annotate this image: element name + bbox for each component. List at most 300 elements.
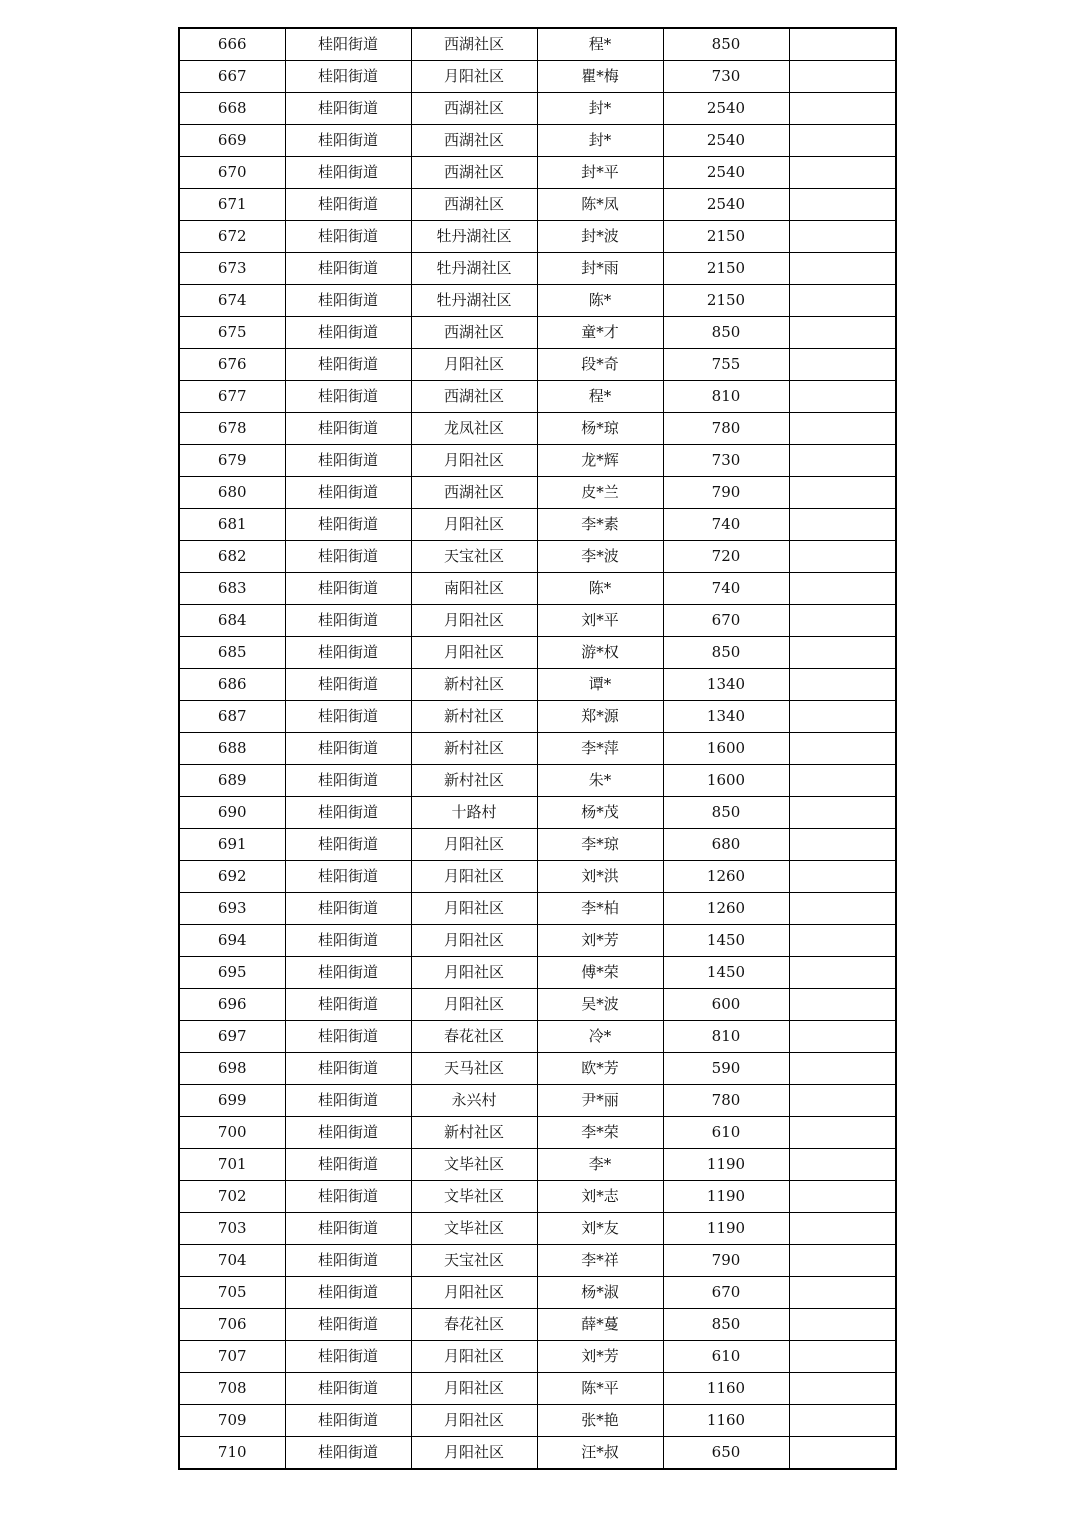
row-number-cell: 674 xyxy=(179,285,285,317)
amount-cell: 2150 xyxy=(663,285,789,317)
table-row xyxy=(179,1341,896,1373)
name-cell: 刘*友 xyxy=(537,1213,663,1245)
row-number-cell: 671 xyxy=(179,189,285,221)
remark-cell xyxy=(789,317,896,349)
table-row xyxy=(179,1277,896,1309)
table-row xyxy=(179,1373,896,1405)
remark-cell xyxy=(789,893,896,925)
name-cell: 李*荣 xyxy=(537,1117,663,1149)
remark-cell xyxy=(789,1309,896,1341)
remark-cell xyxy=(789,797,896,829)
remark-cell xyxy=(789,861,896,893)
community-cell: 月阳社区 xyxy=(411,1373,537,1405)
table-row xyxy=(179,317,896,349)
name-cell: 李*祥 xyxy=(537,1245,663,1277)
row-number-cell: 675 xyxy=(179,317,285,349)
table-row xyxy=(179,413,896,445)
community-cell: 月阳社区 xyxy=(411,509,537,541)
amount-cell: 740 xyxy=(663,573,789,605)
subdistrict-cell: 桂阳街道 xyxy=(285,1021,411,1053)
row-number-cell: 701 xyxy=(179,1149,285,1181)
table-row xyxy=(179,221,896,253)
row-number-cell: 705 xyxy=(179,1277,285,1309)
name-cell: 刘*平 xyxy=(537,605,663,637)
table-row xyxy=(179,893,896,925)
subdistrict-cell: 桂阳街道 xyxy=(285,893,411,925)
remark-cell xyxy=(789,1437,896,1470)
name-cell: 李*素 xyxy=(537,509,663,541)
community-cell: 月阳社区 xyxy=(411,1341,537,1373)
remark-cell xyxy=(789,957,896,989)
remark-cell xyxy=(789,701,896,733)
row-number-cell: 688 xyxy=(179,733,285,765)
table-row xyxy=(179,1405,896,1437)
row-number-cell: 666 xyxy=(179,28,285,61)
row-number-cell: 691 xyxy=(179,829,285,861)
subdistrict-cell: 桂阳街道 xyxy=(285,93,411,125)
row-number-cell: 684 xyxy=(179,605,285,637)
amount-cell: 780 xyxy=(663,1085,789,1117)
community-cell: 月阳社区 xyxy=(411,61,537,93)
table-row xyxy=(179,861,896,893)
amount-cell: 1260 xyxy=(663,861,789,893)
subdistrict-cell: 桂阳街道 xyxy=(285,61,411,93)
remark-cell xyxy=(789,573,896,605)
table-row xyxy=(179,253,896,285)
table-row xyxy=(179,637,896,669)
community-cell: 月阳社区 xyxy=(411,349,537,381)
row-number-cell: 702 xyxy=(179,1181,285,1213)
row-number-cell: 668 xyxy=(179,93,285,125)
community-cell: 新村社区 xyxy=(411,669,537,701)
subdistrict-cell: 桂阳街道 xyxy=(285,253,411,285)
row-number-cell: 710 xyxy=(179,1437,285,1470)
table-row xyxy=(179,1437,896,1470)
row-number-cell: 707 xyxy=(179,1341,285,1373)
row-number-cell: 696 xyxy=(179,989,285,1021)
subdistrict-cell: 桂阳街道 xyxy=(285,349,411,381)
name-cell: 陈* xyxy=(537,573,663,605)
name-cell: 薛*蔓 xyxy=(537,1309,663,1341)
name-cell: 李*波 xyxy=(537,541,663,573)
name-cell: 杨*淑 xyxy=(537,1277,663,1309)
table-row xyxy=(179,1213,896,1245)
remark-cell xyxy=(789,1021,896,1053)
community-cell: 新村社区 xyxy=(411,765,537,797)
subdistrict-cell: 桂阳街道 xyxy=(285,1309,411,1341)
row-number-cell: 703 xyxy=(179,1213,285,1245)
community-cell: 牡丹湖社区 xyxy=(411,221,537,253)
remark-cell xyxy=(789,189,896,221)
community-cell: 天宝社区 xyxy=(411,1245,537,1277)
remark-cell xyxy=(789,61,896,93)
name-cell: 童*才 xyxy=(537,317,663,349)
remark-cell xyxy=(789,1181,896,1213)
remark-cell xyxy=(789,733,896,765)
name-cell: 龙*辉 xyxy=(537,445,663,477)
remark-cell xyxy=(789,925,896,957)
subdistrict-cell: 桂阳街道 xyxy=(285,1341,411,1373)
name-cell: 封*波 xyxy=(537,221,663,253)
remark-cell xyxy=(789,1117,896,1149)
table-row xyxy=(179,28,896,61)
name-cell: 游*权 xyxy=(537,637,663,669)
subdistrict-cell: 桂阳街道 xyxy=(285,1053,411,1085)
community-cell: 牡丹湖社区 xyxy=(411,253,537,285)
subdistrict-cell: 桂阳街道 xyxy=(285,285,411,317)
community-cell: 文毕社区 xyxy=(411,1149,537,1181)
table-body xyxy=(179,28,896,1469)
name-cell: 封* xyxy=(537,125,663,157)
community-cell: 西湖社区 xyxy=(411,477,537,509)
name-cell: 封*雨 xyxy=(537,253,663,285)
amount-cell: 755 xyxy=(663,349,789,381)
remark-cell xyxy=(789,637,896,669)
amount-cell: 1340 xyxy=(663,701,789,733)
row-number-cell: 708 xyxy=(179,1373,285,1405)
amount-cell: 810 xyxy=(663,381,789,413)
subdistrict-cell: 桂阳街道 xyxy=(285,189,411,221)
amount-cell: 1600 xyxy=(663,733,789,765)
remark-cell xyxy=(789,1341,896,1373)
community-cell: 月阳社区 xyxy=(411,637,537,669)
subdistrict-cell: 桂阳街道 xyxy=(285,637,411,669)
remark-cell xyxy=(789,989,896,1021)
table-row xyxy=(179,1021,896,1053)
amount-cell: 790 xyxy=(663,1245,789,1277)
amount-cell: 1190 xyxy=(663,1181,789,1213)
name-cell: 张*艳 xyxy=(537,1405,663,1437)
subdistrict-cell: 桂阳街道 xyxy=(285,1245,411,1277)
community-cell: 新村社区 xyxy=(411,701,537,733)
row-number-cell: 706 xyxy=(179,1309,285,1341)
community-cell: 月阳社区 xyxy=(411,957,537,989)
subdistrict-cell: 桂阳街道 xyxy=(285,829,411,861)
name-cell: 李*琼 xyxy=(537,829,663,861)
table-row xyxy=(179,605,896,637)
community-cell: 西湖社区 xyxy=(411,189,537,221)
subdistrict-cell: 桂阳街道 xyxy=(285,605,411,637)
name-cell: 欧*芳 xyxy=(537,1053,663,1085)
name-cell: 陈*平 xyxy=(537,1373,663,1405)
subdistrict-cell: 桂阳街道 xyxy=(285,1181,411,1213)
remark-cell xyxy=(789,93,896,125)
amount-cell: 810 xyxy=(663,1021,789,1053)
amount-cell: 610 xyxy=(663,1341,789,1373)
community-cell: 月阳社区 xyxy=(411,989,537,1021)
community-cell: 西湖社区 xyxy=(411,381,537,413)
subdistrict-cell: 桂阳街道 xyxy=(285,765,411,797)
subdistrict-cell: 桂阳街道 xyxy=(285,381,411,413)
subdistrict-cell: 桂阳街道 xyxy=(285,221,411,253)
remark-cell xyxy=(789,1213,896,1245)
community-cell: 西湖社区 xyxy=(411,157,537,189)
community-cell: 西湖社区 xyxy=(411,93,537,125)
community-cell: 新村社区 xyxy=(411,1117,537,1149)
name-cell: 陈*凤 xyxy=(537,189,663,221)
remark-cell xyxy=(789,221,896,253)
remark-cell xyxy=(789,285,896,317)
community-cell: 春花社区 xyxy=(411,1021,537,1053)
table-row xyxy=(179,573,896,605)
community-cell: 西湖社区 xyxy=(411,125,537,157)
amount-cell: 1160 xyxy=(663,1405,789,1437)
table-row xyxy=(179,701,896,733)
subdistrict-cell: 桂阳街道 xyxy=(285,509,411,541)
row-number-cell: 693 xyxy=(179,893,285,925)
community-cell: 十路村 xyxy=(411,797,537,829)
name-cell: 李*萍 xyxy=(537,733,663,765)
community-cell: 龙凤社区 xyxy=(411,413,537,445)
table-row xyxy=(179,125,896,157)
remark-cell xyxy=(789,1277,896,1309)
row-number-cell: 690 xyxy=(179,797,285,829)
row-number-cell: 700 xyxy=(179,1117,285,1149)
table-row xyxy=(179,1245,896,1277)
community-cell: 月阳社区 xyxy=(411,1437,537,1470)
row-number-cell: 689 xyxy=(179,765,285,797)
amount-cell: 1160 xyxy=(663,1373,789,1405)
row-number-cell: 699 xyxy=(179,1085,285,1117)
table-row xyxy=(179,381,896,413)
amount-cell: 2540 xyxy=(663,157,789,189)
subdistrict-cell: 桂阳街道 xyxy=(285,701,411,733)
community-cell: 天宝社区 xyxy=(411,541,537,573)
amount-cell: 850 xyxy=(663,637,789,669)
amount-cell: 610 xyxy=(663,1117,789,1149)
remark-cell xyxy=(789,765,896,797)
table-row xyxy=(179,285,896,317)
remark-cell xyxy=(789,477,896,509)
community-cell: 月阳社区 xyxy=(411,925,537,957)
row-number-cell: 685 xyxy=(179,637,285,669)
amount-cell: 650 xyxy=(663,1437,789,1470)
subdistrict-cell: 桂阳街道 xyxy=(285,1117,411,1149)
row-number-cell: 704 xyxy=(179,1245,285,1277)
remark-cell xyxy=(789,1373,896,1405)
subdistrict-cell: 桂阳街道 xyxy=(285,317,411,349)
row-number-cell: 695 xyxy=(179,957,285,989)
remark-cell xyxy=(789,1405,896,1437)
name-cell: 段*奇 xyxy=(537,349,663,381)
name-cell: 李*柏 xyxy=(537,893,663,925)
amount-cell: 850 xyxy=(663,797,789,829)
amount-cell: 2150 xyxy=(663,253,789,285)
subdistrict-cell: 桂阳街道 xyxy=(285,669,411,701)
subdistrict-cell: 桂阳街道 xyxy=(285,573,411,605)
table-row xyxy=(179,733,896,765)
amount-cell: 1600 xyxy=(663,765,789,797)
row-number-cell: 677 xyxy=(179,381,285,413)
name-cell: 尹*丽 xyxy=(537,1085,663,1117)
name-cell: 封*平 xyxy=(537,157,663,189)
community-cell: 西湖社区 xyxy=(411,317,537,349)
remark-cell xyxy=(789,605,896,637)
community-cell: 牡丹湖社区 xyxy=(411,285,537,317)
amount-cell: 1450 xyxy=(663,957,789,989)
amount-cell: 730 xyxy=(663,61,789,93)
community-cell: 永兴村 xyxy=(411,1085,537,1117)
table-row xyxy=(179,1149,896,1181)
row-number-cell: 670 xyxy=(179,157,285,189)
community-cell: 月阳社区 xyxy=(411,605,537,637)
row-number-cell: 683 xyxy=(179,573,285,605)
remark-cell xyxy=(789,445,896,477)
table-row xyxy=(179,1117,896,1149)
subdistrict-cell: 桂阳街道 xyxy=(285,733,411,765)
table-row xyxy=(179,509,896,541)
name-cell: 李* xyxy=(537,1149,663,1181)
amount-cell: 1260 xyxy=(663,893,789,925)
remark-cell xyxy=(789,541,896,573)
amount-cell: 850 xyxy=(663,1309,789,1341)
subdistrict-cell: 桂阳街道 xyxy=(285,925,411,957)
community-cell: 春花社区 xyxy=(411,1309,537,1341)
name-cell: 陈* xyxy=(537,285,663,317)
table-row xyxy=(179,349,896,381)
subdistrict-cell: 桂阳街道 xyxy=(285,1213,411,1245)
table-row xyxy=(179,669,896,701)
community-cell: 文毕社区 xyxy=(411,1181,537,1213)
subdistrict-cell: 桂阳街道 xyxy=(285,861,411,893)
name-cell: 皮*兰 xyxy=(537,477,663,509)
table-row xyxy=(179,189,896,221)
subdistrict-cell: 桂阳街道 xyxy=(285,125,411,157)
community-cell: 月阳社区 xyxy=(411,1277,537,1309)
row-number-cell: 672 xyxy=(179,221,285,253)
name-cell: 谭* xyxy=(537,669,663,701)
name-cell: 汪*叔 xyxy=(537,1437,663,1470)
subdistrict-cell: 桂阳街道 xyxy=(285,957,411,989)
name-cell: 封* xyxy=(537,93,663,125)
amount-cell: 680 xyxy=(663,829,789,861)
amount-cell: 1340 xyxy=(663,669,789,701)
amount-cell: 2540 xyxy=(663,125,789,157)
name-cell: 冷* xyxy=(537,1021,663,1053)
amount-cell: 850 xyxy=(663,317,789,349)
remark-cell xyxy=(789,413,896,445)
subdistrict-cell: 桂阳街道 xyxy=(285,1149,411,1181)
remark-cell xyxy=(789,1053,896,1085)
row-number-cell: 667 xyxy=(179,61,285,93)
table-row xyxy=(179,925,896,957)
community-cell: 月阳社区 xyxy=(411,893,537,925)
data-table xyxy=(178,27,897,1470)
row-number-cell: 682 xyxy=(179,541,285,573)
amount-cell: 740 xyxy=(663,509,789,541)
row-number-cell: 678 xyxy=(179,413,285,445)
amount-cell: 1190 xyxy=(663,1149,789,1181)
amount-cell: 850 xyxy=(663,28,789,61)
table-row xyxy=(179,1053,896,1085)
row-number-cell: 686 xyxy=(179,669,285,701)
amount-cell: 2540 xyxy=(663,93,789,125)
table-row xyxy=(179,765,896,797)
community-cell: 天马社区 xyxy=(411,1053,537,1085)
remark-cell xyxy=(789,157,896,189)
amount-cell: 1450 xyxy=(663,925,789,957)
name-cell: 吴*波 xyxy=(537,989,663,1021)
table-row xyxy=(179,157,896,189)
amount-cell: 1190 xyxy=(663,1213,789,1245)
community-cell: 月阳社区 xyxy=(411,1405,537,1437)
name-cell: 杨*琼 xyxy=(537,413,663,445)
table-row xyxy=(179,541,896,573)
row-number-cell: 679 xyxy=(179,445,285,477)
name-cell: 刘*洪 xyxy=(537,861,663,893)
community-cell: 西湖社区 xyxy=(411,28,537,61)
subdistrict-cell: 桂阳街道 xyxy=(285,477,411,509)
subdistrict-cell: 桂阳街道 xyxy=(285,28,411,61)
amount-cell: 670 xyxy=(663,1277,789,1309)
remark-cell xyxy=(789,509,896,541)
table-row xyxy=(179,445,896,477)
name-cell: 刘*志 xyxy=(537,1181,663,1213)
amount-cell: 2150 xyxy=(663,221,789,253)
name-cell: 刘*芳 xyxy=(537,925,663,957)
table-row xyxy=(179,797,896,829)
row-number-cell: 676 xyxy=(179,349,285,381)
remark-cell xyxy=(789,1149,896,1181)
community-cell: 月阳社区 xyxy=(411,445,537,477)
table-row xyxy=(179,1085,896,1117)
remark-cell xyxy=(789,381,896,413)
subdistrict-cell: 桂阳街道 xyxy=(285,157,411,189)
subdistrict-cell: 桂阳街道 xyxy=(285,1405,411,1437)
name-cell: 傅*荣 xyxy=(537,957,663,989)
subdistrict-cell: 桂阳街道 xyxy=(285,541,411,573)
amount-cell: 730 xyxy=(663,445,789,477)
community-cell: 南阳社区 xyxy=(411,573,537,605)
subdistrict-cell: 桂阳街道 xyxy=(285,413,411,445)
subdistrict-cell: 桂阳街道 xyxy=(285,445,411,477)
table-row xyxy=(179,989,896,1021)
name-cell: 刘*芳 xyxy=(537,1341,663,1373)
subdistrict-cell: 桂阳街道 xyxy=(285,1373,411,1405)
remark-cell xyxy=(789,125,896,157)
row-number-cell: 687 xyxy=(179,701,285,733)
row-number-cell: 673 xyxy=(179,253,285,285)
amount-cell: 670 xyxy=(663,605,789,637)
row-number-cell: 680 xyxy=(179,477,285,509)
amount-cell: 2540 xyxy=(663,189,789,221)
name-cell: 郑*源 xyxy=(537,701,663,733)
row-number-cell: 681 xyxy=(179,509,285,541)
name-cell: 瞿*梅 xyxy=(537,61,663,93)
table-row xyxy=(179,61,896,93)
row-number-cell: 698 xyxy=(179,1053,285,1085)
row-number-cell: 692 xyxy=(179,861,285,893)
subdistrict-cell: 桂阳街道 xyxy=(285,989,411,1021)
subdistrict-cell: 桂阳街道 xyxy=(285,1437,411,1470)
subdistrict-cell: 桂阳街道 xyxy=(285,797,411,829)
subdistrict-cell: 桂阳街道 xyxy=(285,1277,411,1309)
remark-cell xyxy=(789,669,896,701)
community-cell: 新村社区 xyxy=(411,733,537,765)
remark-cell xyxy=(789,349,896,381)
remark-cell xyxy=(789,1245,896,1277)
amount-cell: 720 xyxy=(663,541,789,573)
community-cell: 文毕社区 xyxy=(411,1213,537,1245)
remark-cell xyxy=(789,253,896,285)
row-number-cell: 669 xyxy=(179,125,285,157)
community-cell: 月阳社区 xyxy=(411,861,537,893)
name-cell: 朱* xyxy=(537,765,663,797)
remark-cell xyxy=(789,829,896,861)
table-row xyxy=(179,1309,896,1341)
remark-cell xyxy=(789,28,896,61)
row-number-cell: 697 xyxy=(179,1021,285,1053)
